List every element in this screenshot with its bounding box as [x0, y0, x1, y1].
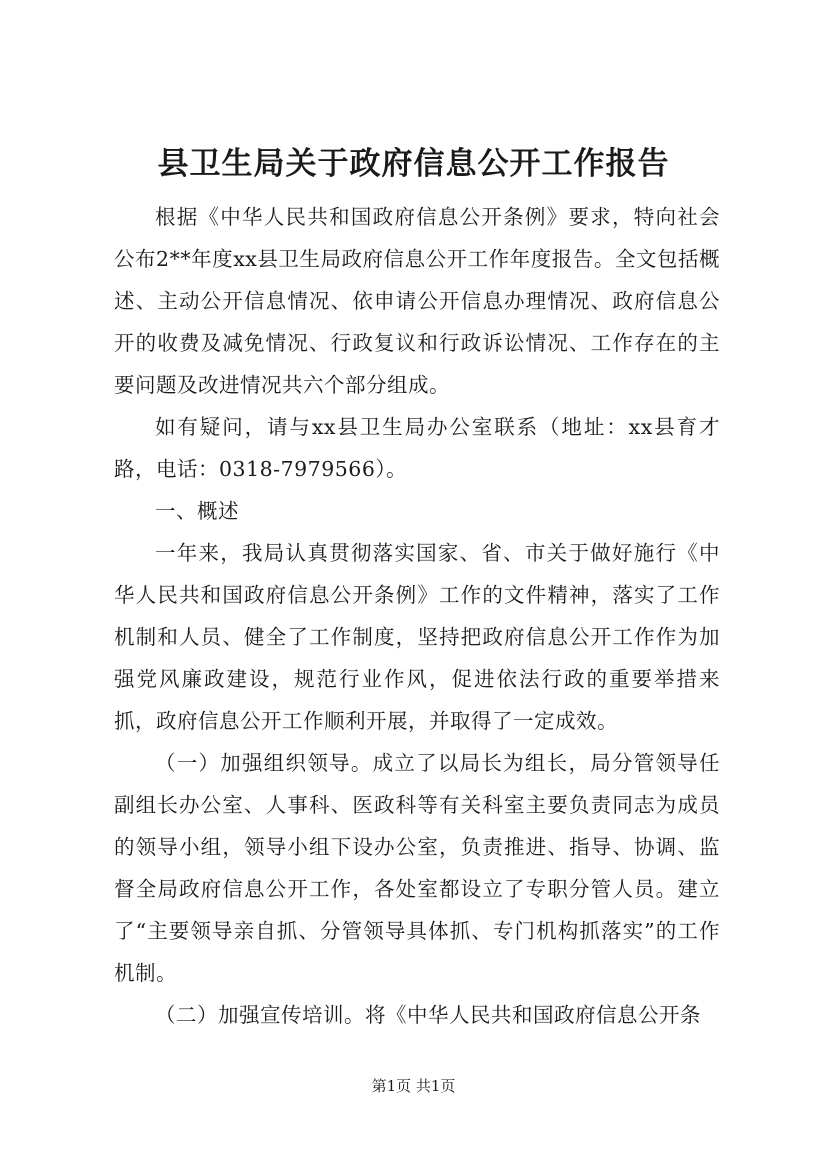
document-body [114, 196, 720, 1036]
paragraph-publicity: （二）加强宣传培训。将《中华人民共和国政府信息公开条 [155, 1003, 701, 1027]
paragraph-organization: （一）加强组织领导。成立了以局长为组长，局分管领导任副组长办公室、人事科、医政科等有关科室主要负责同志为成员的领导小组，领导小组下设办公室，负责推进、指导、协调、监督全局政府信息公开工作，各处室都设立了专职分管人员。建立了“主要领导亲自抓、分管领导具体抓、专门机构抓落实”的工作机制。 [114, 751, 720, 985]
paragraph-intro: 根据《中华人民共和国政府信息公开条例》要求，特向社会公布2**年度xx县卫生局政府信息公开工作年度报告。全文包括概述、主动公开信息情况、依申请公开信息办理情况、政府信息公开的收费及减免情况、行政复议和行政诉讼情况、工作存在的主要问题及改进情况共六个部分组成。 [114, 205, 720, 397]
paragraph-overview: 一年来，我局认真贯彻落实国家、省、市关于做好施行《中华人民共和国政府信息公开条例》工作的文件精神，落实了工作机制和人员、健全了工作制度，坚持把政府信息公开工作作为加强党风廉政建设，规范行业作风，促进依法行政的重要举措来抓，政府信息公开工作顺利开展，并取得了一定成效。 [114, 541, 720, 733]
document-title: 县卫生局关于政府信息公开工作报告 [157, 146, 670, 182]
paragraph-contact: 如有疑问，请与xx县卫生局办公室联系（地址：xx县育才路，电话：0318-7979566）。 [114, 415, 720, 481]
section-heading-overview: 一、概述 [155, 499, 239, 523]
page-footer: 第1页 共1页 [371, 1077, 456, 1095]
